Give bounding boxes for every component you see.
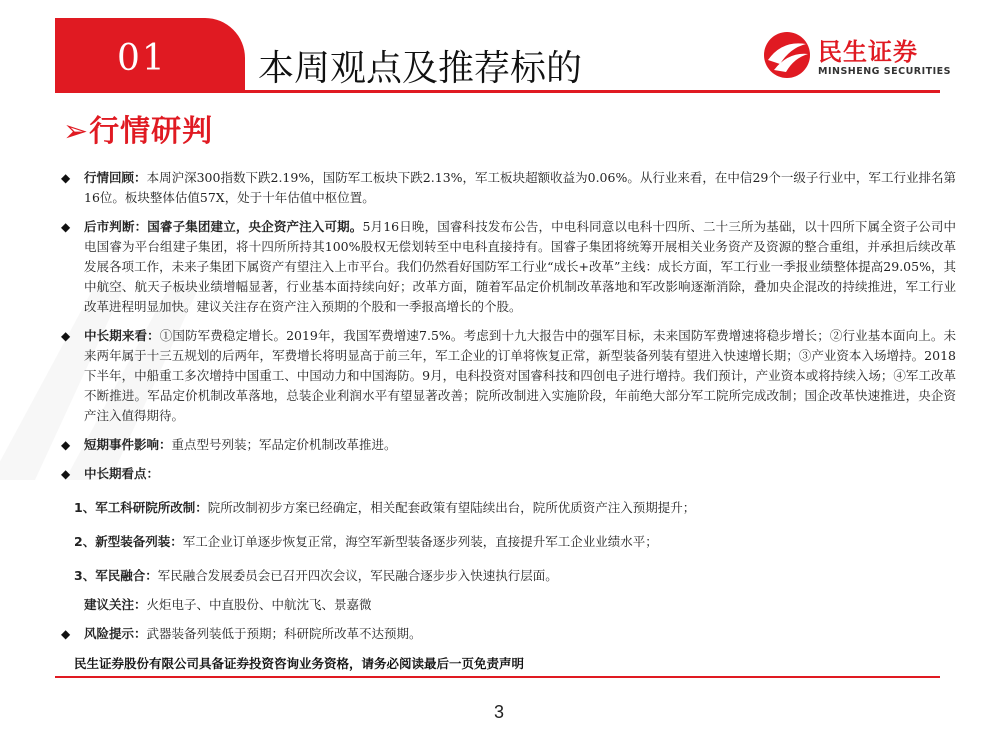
paragraph-long-term [58,326,956,426]
recommendation-text: 火炬电子、中直股份、中航沈飞、景嘉微 [146,597,372,612]
paragraph-risk [58,624,956,644]
sub-point [58,532,956,552]
paragraph-highlights [58,464,956,484]
paragraph-text: 5月16日晚，国睿科技发布公告，中电科同意以电科十四所、二十三所为基础，以十四所下属全资子公司中电国睿为平台组建子集团，将十四所所持其100%股权无偿划转至中电科直接持有。国睿子集团将统筹开展相关业务资产及资源的整合重组，并承担后续改革发展各项工作，未来子集团下属资产有望注入上市平台。我们仍然看好国防军工行业“成长+改革”主线：成长方面，军工行业一季报业绩整体提高29.05%，其中航空、航天子板块业绩增幅显著，行业基本面持续向好；改革方面，随着军品定价机制改革落地和军改影响逐渐消除，叠加央企混改的持续推进，军工行业改革进程明显加快。建议关注存在资产注入预期的个股和一季报高增长的个股。 [84,219,956,314]
sub-point [58,566,956,586]
sub-point-text: 院所改制初步方案已经确定，相关配套政策有望陆续出台，院所优质资产注入预期提升； [207,500,696,515]
paragraph-outlook [58,217,956,317]
section-number-tab [55,18,245,90]
recommendation-label: 建议关注： [84,597,147,612]
company-logo [762,30,952,82]
paragraph-text: ①国防军费稳定增长。2019年，我国军费增速7.5%。考虑到十九大报告中的强军目标，未来国防军费增速将稳步增长；②行业基本面向上。未来两年属于十三五规划的后两年，军费增长将明显高于前三年，军工企业的订单将恢复正常，新型装备列装有望进入快速增长期；③产业资本入场增持。2018下半年，中船重工多次增持中国重工、中国动力和中国海防。9月，电科投资对国睿科技和四创电子进行增持。我们预计，产业资本或将持续入场；④军工改革不断推进。军品定价机制改革落地，总装企业利润水平有望显著改善；院所改制进入实施阶段，年前绝大部分军工院所完成改制；国企改革快速推进，央企资产注入值得期待。 [84,328,956,423]
paragraph-label: 后市判断：国睿子集团建立，央企资产注入可期。 [84,219,363,234]
section-number: 01 [117,38,167,79]
sub-point-label: 1、军工科研院所改制： [74,500,208,515]
diamond-bullet-icon: ◆ [61,171,71,185]
footer-divider [55,676,940,678]
content-body [58,168,956,653]
logo-text-cn: 民生证券 [818,38,918,66]
sub-point-label: 2、新型装备列装： [74,534,183,549]
paragraph-label: 中长期来看： [84,328,160,343]
sub-point-text: 军民融合发展委员会已召开四次会议，军民融合逐步步入快速执行层面。 [157,568,558,583]
paragraph-market-review [58,168,956,208]
header-divider [55,90,940,93]
paragraph-label: 风险提示： [84,626,147,641]
footer-disclaimer: 民生证券股份有限公司具备证券投资咨询业务资格，请务必阅读最后一页免责声明 [74,656,525,671]
sub-point-label: 3、军民融合： [74,568,158,583]
paragraph-label: 短期事件影响： [84,437,172,452]
diamond-bullet-icon: ◆ [61,220,71,234]
minsheng-logo-icon [762,30,812,80]
diamond-bullet-icon: ◆ [61,467,71,481]
sub-point [58,498,956,518]
page-number: 3 [494,702,505,722]
logo-text-en: MINSHENG SECURITIES [818,66,951,77]
section-heading: ➢行情研判 [63,114,214,149]
diamond-bullet-icon: ◆ [61,329,71,343]
diamond-bullet-icon: ◆ [61,627,71,641]
paragraph-text: 本周沪深300指数下跌2.19%，国防军工板块下跌2.13%，军工板块超额收益为0.06%。从行业来看，在中信29个一级子行业中，军工行业排名第16位。板块整体估值57X，处于十年估值中枢位置。 [84,170,956,205]
sub-point-text: 军工企业订单逐步恢复正常，海空军新型装备逐步列装，直接提升军工企业业绩水平； [182,534,658,549]
paragraph-label: 行情回顾： [84,170,147,185]
paragraph-short-term [58,435,956,455]
recommendation [58,595,956,615]
diamond-bullet-icon: ◆ [61,438,71,452]
paragraph-text: 重点型号列装；军品定价机制改革推进。 [171,437,397,452]
page-title: 本周观点及推荐标的 [258,48,583,89]
paragraph-label: 中长期看点： [84,466,160,481]
paragraph-text: 武器装备列装低于预期；科研院所改革不达预期。 [146,626,422,641]
